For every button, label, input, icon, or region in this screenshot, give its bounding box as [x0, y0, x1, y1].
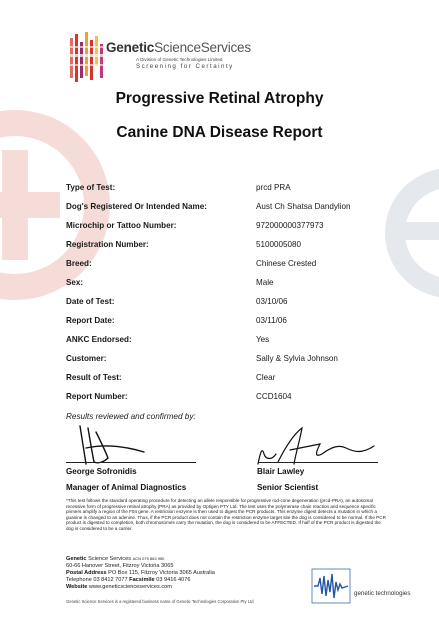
field-label: Breed: — [66, 259, 92, 268]
field-label: Dog's Registered Or Intended Name: — [66, 202, 207, 211]
field-label: Date of Test: — [66, 297, 115, 306]
field-label: ANKC Endorsed: — [66, 335, 132, 344]
contact-postal-label: Postal Address — [66, 569, 107, 576]
contact-web-label: Website — [66, 583, 88, 590]
brand-tagline: Screening for Certainty — [136, 63, 234, 70]
contact-phone-label: Telephone — [66, 576, 92, 583]
brand-name-part1: Genetic — [106, 40, 155, 55]
contact-abn: ACN 075 863 950 — [132, 556, 165, 561]
contact-company-rest: Science Services — [86, 556, 131, 562]
watermark-plus-left-stem — [2, 150, 28, 260]
field-label: Report Date: — [66, 316, 115, 325]
brand-division: A Division of Genetic Technologies Limited — [136, 57, 223, 62]
contact-fax-value: 03 9416 4076 — [154, 576, 191, 583]
review-statement: Results reviewed and confirmed by: — [66, 412, 196, 421]
field-row-dog-name — [66, 202, 386, 214]
field-label: Report Number: — [66, 392, 128, 401]
contact-web-line — [66, 584, 215, 591]
signature-line-right — [258, 462, 378, 463]
test-methodology-footnote: *This test follows the standard operating procedure for detecting an allele responsible for progressive rod-cone degeneration (prcd-PRA), an autosomal recessive form of progressive retinal atrophy (PRA) as provided by Optigen PTY Ltd. The test uses the polymerase chain reaction and sequence specific primers amplify a region of the F04 gene. A restriction enzyme is then used to digest the PCR products. This enzyme digest detects a mutation in which a guanine is changed to an adenine. Thus, if the PCR product does not contain the restriction enzyme target site the dog is considered to be normal. If the PCR product is digested to completion, both chromosomes carry the mutation, the dog is considered to be AFFECTED. If half of the PCR product is digested the dog is considered to be a carrier. — [66, 498, 386, 531]
report-title-line1: Progressive Retinal Atrophy — [115, 90, 324, 107]
field-value: Clear — [256, 373, 276, 382]
signer-name-right: Blair Lawley — [257, 467, 305, 476]
field-row-registration-number — [66, 240, 386, 252]
field-row-sex — [66, 278, 386, 290]
signer-title-right: Senior Scientist — [257, 483, 319, 492]
contact-phone-line — [66, 577, 215, 584]
field-value: Male — [256, 278, 274, 287]
signer-title-left: Manager of Animal Diagnostics — [66, 483, 187, 492]
field-row-type-of-test — [66, 183, 386, 195]
field-label: Sex: — [66, 278, 84, 287]
field-value: Yes — [256, 335, 270, 344]
field-row-date-of-test — [66, 297, 386, 309]
legal-notice: Genetic Science Services is a registered business name of Genetic Technologies Corporation Pty Ltd — [66, 599, 254, 604]
watermark-minus-right-bar — [405, 222, 439, 240]
contact-phone-value: 03 8412 7077 — [91, 576, 130, 583]
field-value: CCD1604 — [256, 392, 292, 401]
signer-name-left: George Sofronidis — [66, 467, 137, 476]
field-row-ankc-endorsed — [66, 335, 386, 347]
field-row-report-number — [66, 392, 386, 404]
field-row-report-date — [66, 316, 386, 328]
field-value: Sally & Sylvia Johnson — [256, 354, 338, 363]
brand-name-part2: ScienceServices — [154, 40, 251, 55]
field-value: 03/10/06 — [256, 297, 288, 306]
signature-sofronidis — [74, 418, 174, 468]
field-value: 03/11/06 — [256, 316, 287, 325]
field-value: Aust Ch Shatsa Dandylion — [256, 202, 351, 211]
report-title-line2: Canine DNA Disease Report — [116, 124, 323, 141]
contact-fax-label: Facsimile — [129, 576, 155, 583]
field-label: Type of Test: — [66, 183, 116, 192]
field-label: Microchip or Tattoo Number: — [66, 221, 177, 230]
field-label: Registration Number: — [66, 240, 149, 249]
field-row-customer — [66, 354, 386, 366]
field-row-breed — [66, 259, 386, 271]
field-label: Result of Test: — [66, 373, 122, 382]
contact-company-bold: Genetic — [66, 556, 87, 562]
field-value: prcd PRA — [256, 183, 291, 192]
field-label: Customer: — [66, 354, 107, 363]
contact-postal-line — [66, 570, 215, 577]
field-value: 972000000377973 — [256, 221, 324, 230]
contact-company-line — [66, 556, 215, 563]
signature-line-left — [66, 462, 196, 463]
field-row-result-of-test — [66, 373, 386, 385]
field-row-microchip — [66, 221, 386, 233]
dna-bars-logo-icon — [66, 30, 124, 88]
contact-block — [66, 556, 215, 591]
field-value: 5100005080 — [256, 240, 302, 249]
brand-name — [106, 40, 251, 55]
genetic-technologies-logo-text: genetic technologies — [354, 590, 411, 597]
contact-postal-value: PO Box 115, Fitzroy Victoria 3065 Australia — [106, 569, 215, 576]
contact-address: 60-66 Hanover Street, Fitzroy Victoria 3065 — [66, 562, 174, 569]
contact-web-value: www.geneticscienceservices.com — [87, 583, 172, 590]
field-value: Chinese Crested — [256, 259, 317, 268]
genetic-technologies-logo-icon — [311, 568, 351, 604]
